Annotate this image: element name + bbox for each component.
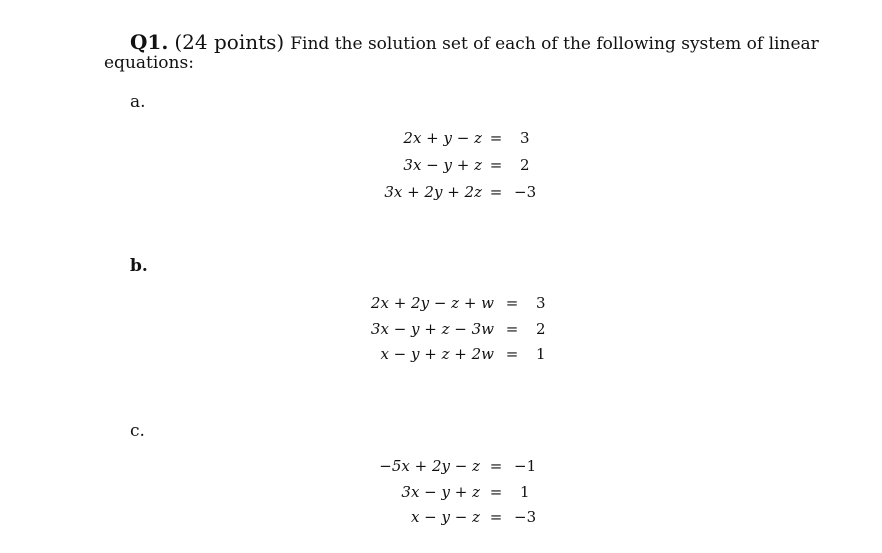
equation-row xyxy=(0,455,882,477)
equation-lhs: 3x − y + z xyxy=(401,483,480,501)
equation-rhs: −1 xyxy=(514,457,537,475)
equals-sign: = xyxy=(489,156,503,174)
equation-row xyxy=(0,481,882,503)
equation-lhs: 3x − y + z − 3w xyxy=(370,320,494,338)
equation-row xyxy=(0,343,882,365)
question-number: Q1. xyxy=(130,30,169,54)
equation-rhs: −3 xyxy=(514,183,537,201)
equation-lhs: 2x + 2y − z + w xyxy=(370,294,494,312)
equals-sign: = xyxy=(489,457,503,475)
equation-lhs: 2x + y − z xyxy=(403,129,482,147)
equals-sign: = xyxy=(505,320,519,338)
equation-lhs: x − y + z + 2w xyxy=(380,345,494,363)
equation-rhs: 3 xyxy=(520,129,530,147)
question-text-line2: equations: xyxy=(104,53,194,73)
equals-sign: = xyxy=(489,508,503,526)
equals-sign: = xyxy=(505,345,519,363)
part-a-label: a. xyxy=(130,92,146,112)
equation-row xyxy=(0,127,882,149)
equation-rhs: 1 xyxy=(536,345,546,363)
equals-sign: = xyxy=(489,183,503,201)
equation-row xyxy=(0,318,882,340)
equation-rhs: 2 xyxy=(536,320,546,338)
question-text-line1: Find the solution set of each of the following system of linear xyxy=(290,34,819,54)
equation-row xyxy=(0,181,882,203)
equation-lhs: 3x − y + z xyxy=(403,156,482,174)
question-header xyxy=(130,30,819,56)
equals-sign: = xyxy=(505,294,519,312)
question-points: (24 points) xyxy=(174,30,285,54)
equation-row xyxy=(0,154,882,176)
equation-lhs: 3x + 2y + 2z xyxy=(384,183,482,201)
equation-row xyxy=(0,292,882,314)
equation-rhs: 2 xyxy=(520,156,530,174)
part-b-label: b. xyxy=(130,256,148,276)
equals-sign: = xyxy=(489,483,503,501)
equation-lhs: −5x + 2y − z xyxy=(379,457,480,475)
equation-rhs: −3 xyxy=(514,508,537,526)
equation-rhs: 3 xyxy=(536,294,546,312)
equals-sign: = xyxy=(489,129,503,147)
part-c-label: c. xyxy=(130,421,145,441)
equation-lhs: x − y − z xyxy=(410,508,480,526)
equation-row xyxy=(0,506,882,528)
equation-rhs: 1 xyxy=(520,483,530,501)
